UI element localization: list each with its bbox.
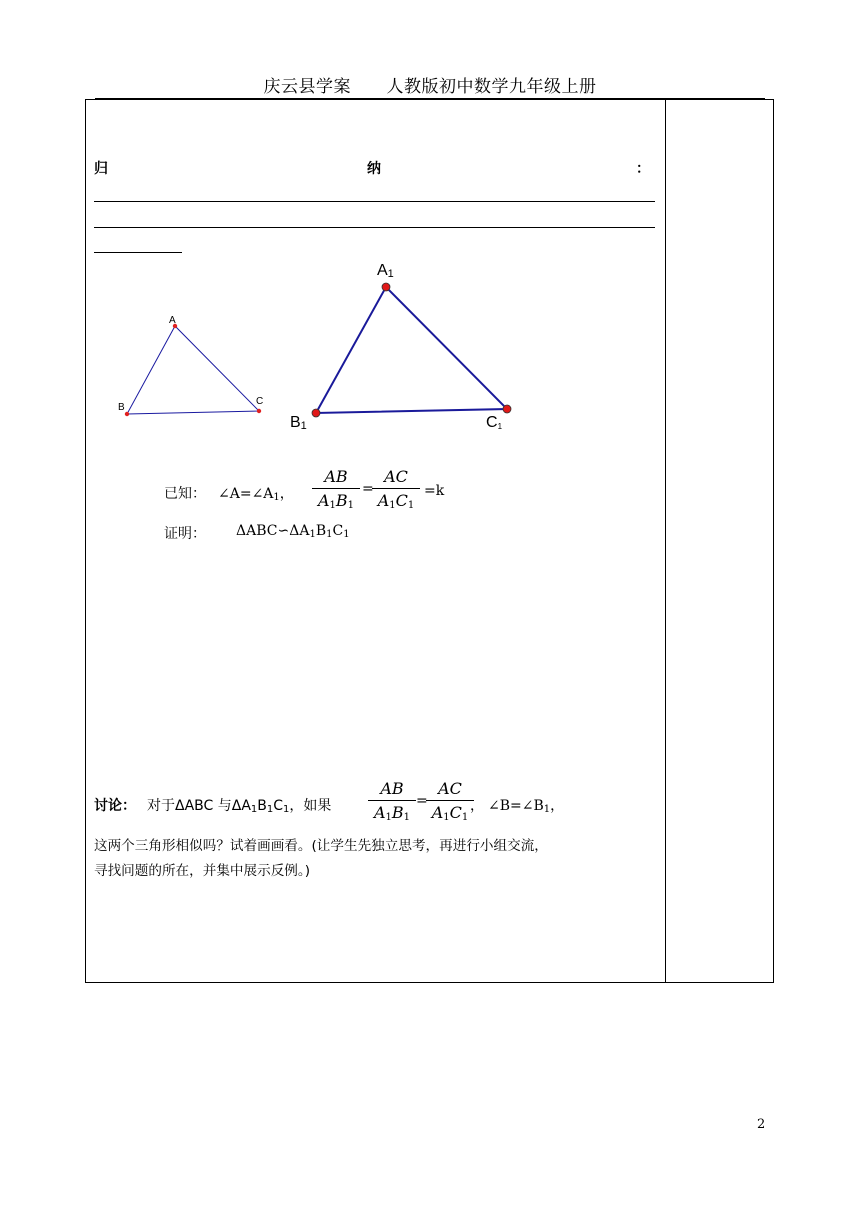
given-suffix: =k bbox=[424, 483, 445, 499]
large-triangle-figure bbox=[300, 275, 525, 425]
small-label-a: A bbox=[169, 315, 176, 326]
large-triangle bbox=[316, 287, 507, 413]
point-c1 bbox=[503, 405, 511, 413]
table-column-divider bbox=[665, 99, 666, 983]
discussion-comma: ， bbox=[470, 798, 484, 814]
small-triangle-figure bbox=[110, 310, 280, 425]
discussion-text: 对于ΔABC 与$\Delta A_1B_1C_1$，如果 bbox=[147, 798, 332, 815]
answer-line-2 bbox=[94, 227, 655, 228]
point-a1 bbox=[382, 283, 390, 291]
large-label-b1: $B_1$ bbox=[290, 414, 307, 432]
discussion-fraction-ab: AB $A_1B_1$ bbox=[366, 778, 418, 823]
discussion-label: 讨论： bbox=[94, 798, 136, 814]
prove-statement: $\Delta ABC∽\Delta A_1B_1C_1$ bbox=[236, 523, 350, 540]
given-prefix: 已知： bbox=[164, 486, 206, 502]
answer-line-1 bbox=[94, 201, 655, 202]
discussion-line-3: 寻找问题的所在，并集中展示反例。) bbox=[94, 863, 311, 879]
point-b1 bbox=[312, 409, 320, 417]
summary-colon: ： bbox=[636, 161, 650, 177]
large-label-a1: $A_1$ bbox=[377, 262, 394, 280]
small-label-b: B bbox=[118, 402, 125, 413]
point-c bbox=[257, 409, 261, 413]
discussion-equals: = bbox=[416, 793, 428, 809]
given-fraction-ac: AC $A_1C_1$ bbox=[370, 466, 422, 511]
page-number: 2 bbox=[757, 1117, 766, 1132]
small-label-c: C bbox=[256, 396, 264, 407]
discussion-line-2: 这两个三角形相似吗？试着画画看。(让学生先独立思考，再进行小组交流， bbox=[94, 838, 548, 854]
given-fraction-ab: AB $A_1B_1$ bbox=[310, 466, 362, 511]
page-header: 庆云县学案 人教版初中数学九年级上册 bbox=[263, 77, 597, 97]
prove-prefix: 证明： bbox=[164, 526, 206, 542]
summary-char-1: 归 bbox=[94, 161, 108, 177]
point-b bbox=[125, 412, 129, 416]
large-label-c1: $C_1$ bbox=[486, 414, 503, 431]
given-equals: = bbox=[362, 481, 374, 497]
discussion-fraction-ac: AC $A_1C_1$ bbox=[424, 778, 476, 823]
small-triangle bbox=[127, 326, 259, 414]
answer-line-3 bbox=[94, 252, 182, 253]
discussion-angle: $\angle B=\angle B_1$， bbox=[488, 798, 565, 815]
given-angle: $\angle A=\angle A_1$， bbox=[218, 486, 294, 503]
summary-char-2: 纳 bbox=[367, 161, 381, 177]
